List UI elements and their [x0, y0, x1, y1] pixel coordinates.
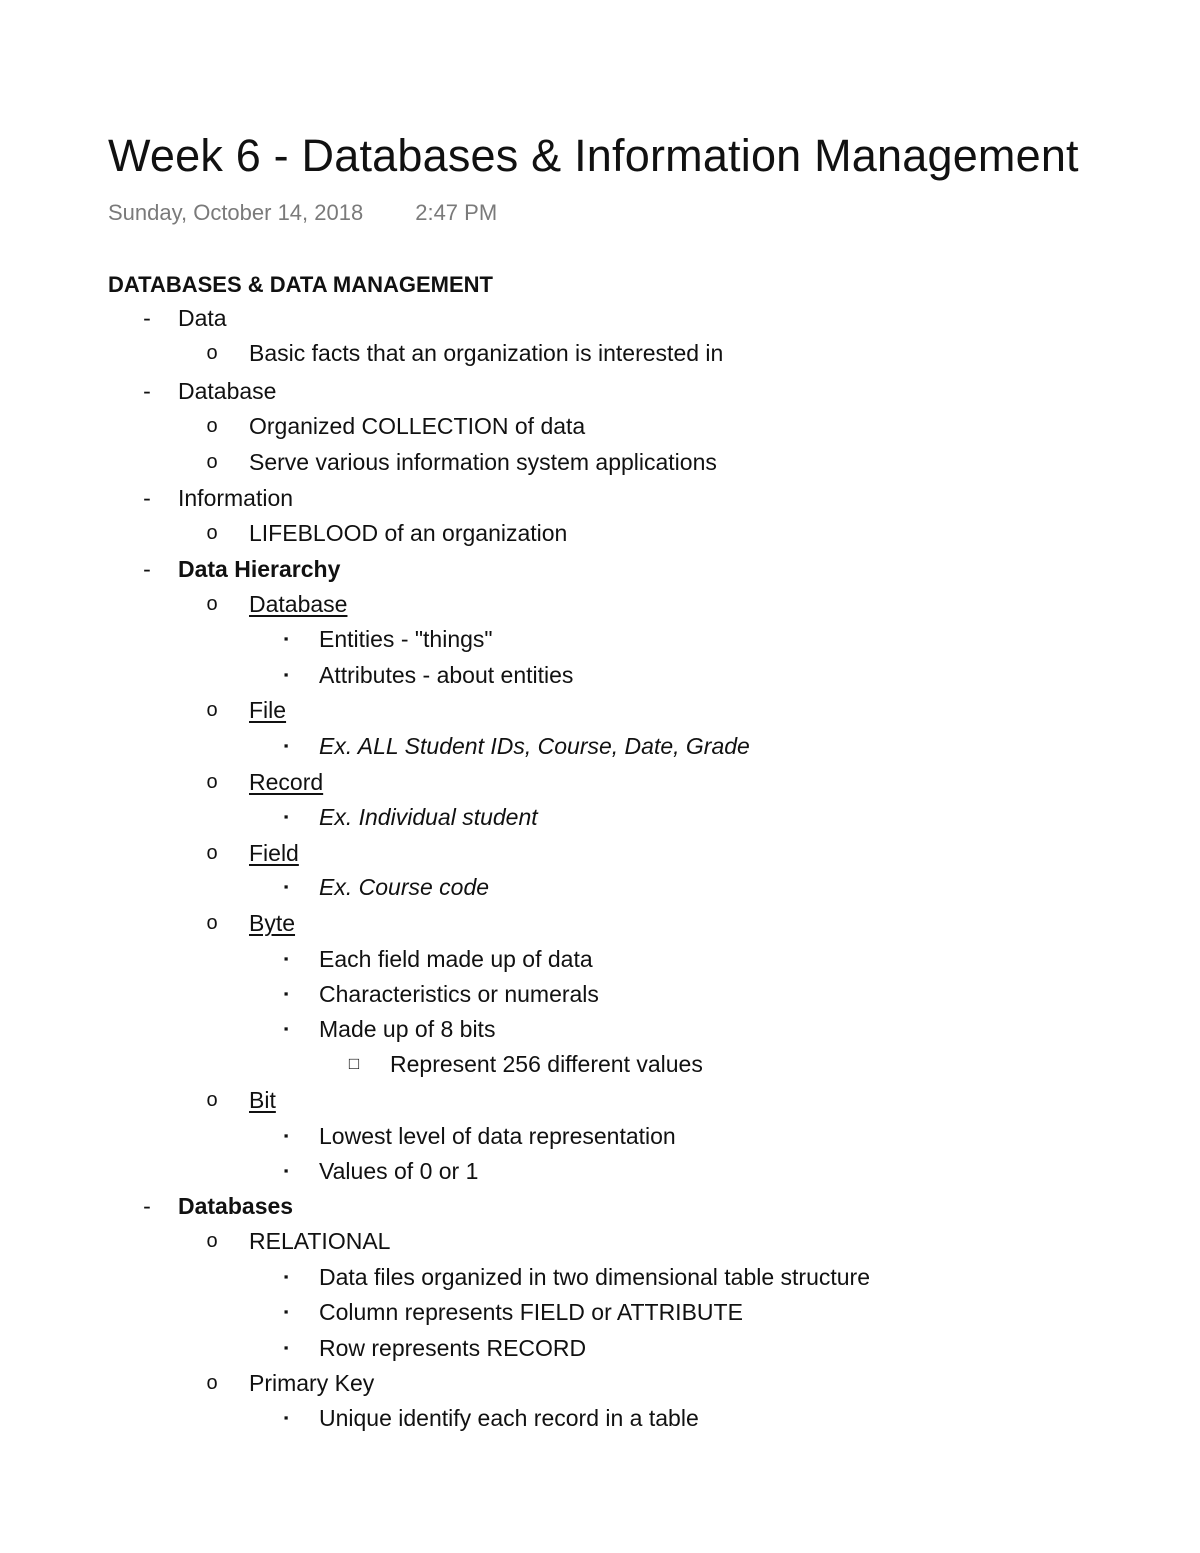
square-bullet-icon: ▪ [283, 809, 289, 824]
list-item [0, 482, 1100, 514]
square-bullet-icon: ▪ [283, 1304, 289, 1319]
circle-bullet-icon: o [206, 699, 218, 721]
list-item-text: Databases [178, 1193, 294, 1219]
square-bullet-icon: ▪ [283, 738, 289, 753]
circle-bullet-icon: o [206, 1089, 218, 1111]
square-bullet-icon: ▪ [283, 1021, 289, 1036]
list-item [0, 978, 1100, 1010]
list-item-text: LIFEBLOOD of an organization [249, 520, 568, 546]
list-item-text: Characteristics or numerals [319, 981, 599, 1007]
dash-bullet-icon: - [143, 378, 151, 404]
list-item-text: Values of 0 or 1 [319, 1158, 479, 1184]
square-bullet-icon: ▪ [283, 631, 289, 646]
list-item [0, 375, 1100, 407]
list-item [0, 730, 1100, 762]
list-item [0, 1261, 1100, 1293]
list-item-text: Primary Key [249, 1370, 375, 1396]
list-item-text: Column represents FIELD or ATTRIBUTE [319, 1299, 743, 1325]
page-title: Week 6 - Databases & Information Management [108, 130, 1079, 181]
square-bullet-icon: ▪ [283, 667, 289, 682]
note-time: 2:47 PM [415, 200, 498, 225]
list-item [0, 907, 1100, 939]
list-item-text: RELATIONAL [249, 1228, 391, 1254]
list-item-text: Data files organized in two dimensional table structure [319, 1264, 871, 1290]
list-item-text: Entities - "things" [319, 626, 493, 652]
list-item [0, 1190, 1100, 1222]
list-item [0, 801, 1100, 833]
list-item-text: Each field made up of data [319, 946, 593, 972]
list-item [0, 659, 1100, 691]
square-bullet-icon: ▪ [283, 1340, 289, 1355]
square-bullet-icon: ▪ [283, 951, 289, 966]
list-item [0, 1402, 1100, 1434]
list-item-text: Data [178, 305, 227, 331]
square-bullet-icon: ▪ [283, 1410, 289, 1425]
list-item-text: Ex. ALL Student IDs, Course, Date, Grade [319, 733, 750, 759]
list-item-text: Byte [249, 910, 296, 936]
list-item [0, 837, 1100, 869]
circle-bullet-icon: o [206, 912, 218, 934]
list-item [0, 1225, 1100, 1257]
circle-bullet-icon: o [206, 1372, 218, 1394]
list-item-text: Attributes - about entities [319, 662, 574, 688]
list-item-text: Database [249, 591, 348, 617]
list-item [0, 694, 1100, 726]
list-item [0, 1367, 1100, 1399]
list-item [0, 1332, 1100, 1364]
list-item [0, 337, 1100, 369]
list-item-text: Lowest level of data representation [319, 1123, 676, 1149]
circle-bullet-icon: o [206, 593, 218, 615]
box-bullet-icon: □ [348, 1054, 360, 1073]
dash-bullet-icon: - [143, 1193, 151, 1219]
circle-bullet-icon: o [206, 1230, 218, 1252]
list-item [0, 1048, 1100, 1080]
list-item [0, 766, 1100, 798]
circle-bullet-icon: o [206, 415, 218, 437]
circle-bullet-icon: o [206, 522, 218, 544]
list-item [0, 1296, 1100, 1328]
list-item [0, 517, 1100, 549]
list-item-text: Information [178, 485, 294, 511]
list-item-text: Bit [249, 1087, 276, 1113]
circle-bullet-icon: o [206, 771, 218, 793]
dash-bullet-icon: - [143, 556, 151, 582]
dash-bullet-icon: - [143, 305, 151, 331]
square-bullet-icon: ▪ [283, 1128, 289, 1143]
list-item [0, 871, 1100, 903]
list-item-text: File [249, 697, 287, 723]
list-item-text: Ex. Course code [319, 874, 490, 900]
square-bullet-icon: ▪ [283, 879, 289, 894]
section-heading: DATABASES & DATA MANAGEMENT [108, 272, 493, 297]
list-item [0, 1120, 1100, 1152]
note-timestamp [108, 200, 497, 226]
dash-bullet-icon: - [143, 485, 151, 511]
list-item-text: Organized COLLECTION of data [249, 413, 586, 439]
list-item-text: Serve various information system applications [249, 449, 717, 475]
list-item [0, 553, 1100, 585]
list-item-text: Field [249, 840, 299, 866]
circle-bullet-icon: o [206, 451, 218, 473]
list-item-text: Made up of 8 bits [319, 1016, 496, 1042]
list-item-text: Basic facts that an organization is interested in [249, 340, 724, 366]
list-item-text: Represent 256 different values [390, 1051, 703, 1077]
list-item [0, 1013, 1100, 1045]
list-item [0, 623, 1100, 655]
square-bullet-icon: ▪ [283, 1163, 289, 1178]
list-item [0, 446, 1100, 478]
circle-bullet-icon: o [206, 342, 218, 364]
circle-bullet-icon: o [206, 842, 218, 864]
list-item [0, 302, 1100, 334]
list-item-text: Unique identify each record in a table [319, 1405, 699, 1431]
list-item [0, 588, 1100, 620]
list-item-text: Row represents RECORD [319, 1335, 587, 1361]
list-item [0, 1084, 1100, 1116]
note-date: Sunday, October 14, 2018 [108, 200, 364, 225]
list-item-text: Record [249, 769, 324, 795]
list-item [0, 410, 1100, 442]
list-item [0, 1155, 1100, 1187]
square-bullet-icon: ▪ [283, 1269, 289, 1284]
list-item-text: Ex. Individual student [319, 804, 538, 830]
square-bullet-icon: ▪ [283, 986, 289, 1001]
list-item-text: Data Hierarchy [178, 556, 341, 582]
list-item-text: Database [178, 378, 277, 404]
list-item [0, 943, 1100, 975]
